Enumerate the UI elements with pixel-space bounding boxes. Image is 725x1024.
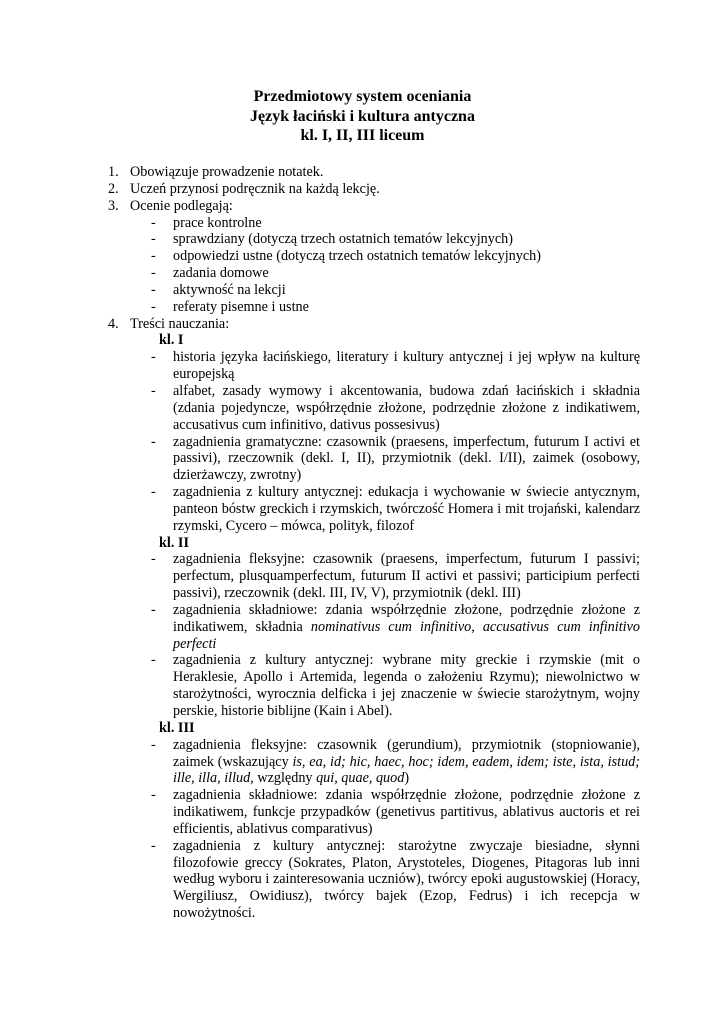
topic-text: zagadnienia składniowe: zdania współrzędnie złożone, podrzędnie złożone z indikatiwem, funkcje przypadków (genetivus partitivus, ablativus auctoris et rei efficientis, ablativus comparativus): [173, 787, 640, 837]
topic-text-part: , względny: [250, 770, 317, 787]
assessed-text: referaty pisemne i ustne: [173, 298, 309, 315]
topic-text-part: ,: [471, 618, 483, 635]
topic-text-part: zagadnienia składniowe: zdania współrzędnie złożone, podrzędnie złożone z indikatiwem, składnia: [173, 601, 640, 635]
item-number: 1.: [108, 164, 119, 180]
assessed-item: [108, 265, 640, 282]
class-heading-2: kl. II: [159, 534, 189, 551]
list-item-2: [108, 181, 640, 198]
numbered-list: [108, 164, 640, 922]
bullet-dash: -: [151, 214, 156, 231]
topic-item: [108, 484, 640, 535]
topic-item: [108, 349, 640, 383]
assessed-item: [108, 248, 640, 265]
bullet-dash: -: [151, 736, 156, 753]
assessed-item: [108, 231, 640, 248]
item-text: Uczeń przynosi podręcznik na każdą lekcję.: [130, 180, 380, 197]
bullet-dash: -: [151, 837, 156, 854]
topic-item: [108, 652, 640, 719]
bullet-dash: -: [151, 601, 156, 618]
bullet-dash: -: [151, 349, 156, 366]
topic-item: [108, 434, 640, 485]
topic-text: zagadnienia gramatyczne: czasownik (praesens, imperfectum, futurum I activi et passivi), rzeczownik (dekl. I, II), przymiotnik (dekl. I/II), zaimek (osobowy, dzierżawczy, zwrotny): [173, 433, 640, 484]
bullet-dash: -: [151, 652, 156, 669]
title-line-1: Przedmiotowy system oceniania: [253, 88, 472, 105]
item-text: Ocenie podlegają:: [130, 197, 233, 214]
topic-text: historia języka łacińskiego, literatury i kultury antycznej i jej wpływ na kulturę europejską: [173, 349, 640, 383]
assessed-item: [108, 299, 640, 316]
bullet-dash: -: [151, 281, 156, 298]
class-heading-3: kl. III: [159, 719, 195, 736]
topic-item: [108, 383, 640, 434]
bullet-dash: -: [151, 484, 156, 501]
document-title-block: [0, 87, 725, 146]
topic-italic-term: qui, quae, quod: [316, 770, 405, 787]
item-text: Obowiązuje prowadzenie notatek.: [130, 164, 324, 180]
topic-text: zagadnienia z kultury antycznej: wybrane mity greckie i rzymskie (mit o Heraklesie, Apollo i Artemida, legenda o założeniu Rzymu); niewolnictwo w starożytności, wyrocznia delficka i jej znaczenie w świecie starożytnym, wojny perskie, historie biblijne (Kain i Abel).: [173, 652, 640, 719]
topic-italic-term: accusativus cum infinitivo perfecti: [173, 618, 640, 652]
list-item-1: [108, 164, 640, 181]
assessed-text: aktywność na lekcji: [173, 281, 286, 298]
topic-text-part: zagadnienia fleksyjne: czasownik (gerundium), przymiotnik (stopniowanie), zaimek (wskazujący: [173, 736, 640, 770]
topic-item: [108, 787, 640, 838]
bullet-dash: -: [151, 382, 156, 399]
assessed-text: zadania domowe: [173, 265, 269, 282]
topic-text: zagadnienia fleksyjne: czasownik (praesens, imperfectum, futurum I passivi; perfectum, plusquamperfectum, futurum II activi et passivi; participium perfecti passivi), rzeczownik (dekl. III, IV, V), przymiotnik (dekl. III): [173, 551, 640, 602]
assessed-text: odpowiedzi ustne (dotyczą trzech ostatnich tematów lekcyjnych): [173, 248, 541, 265]
bullet-dash: -: [151, 231, 156, 248]
topic-text-part: ): [404, 770, 410, 787]
title-line-2: Język łaciński i kultura antyczna: [250, 107, 475, 125]
assessed-item: [108, 215, 640, 232]
bullet-dash: -: [151, 298, 156, 315]
topic-italic-term: is, ea, id; hic, haec, hoc; idem, eadem, idem; iste, ista, istud; ille, illa, illud: [173, 753, 640, 787]
topic-item: [108, 602, 640, 653]
assessed-item: [108, 282, 640, 299]
bullet-dash: -: [151, 551, 156, 568]
bullet-dash: -: [151, 265, 156, 282]
class-heading-1: kl. I: [159, 332, 184, 349]
topic-italic-term: nominativus cum infinitivo: [310, 618, 472, 635]
assessed-text: prace kontrolne: [173, 214, 262, 231]
topic-text: zagadnienia z kultury antycznej: starożytne zwyczaje biesiadne, słynni filozofowie greccy (Sokrates, Platon, Arystoteles, Diogenes, Pitagoras lub inni według wyboru i zainteresowania uczniów), twórcy epoki augustowskiej (Horacy, Wergiliusz, Owidiusz), twórcy bajek (Ezop, Fedrus) i ich recepcja w nowożytności.: [173, 837, 640, 922]
topic-item: [108, 838, 640, 922]
bullet-dash: -: [151, 248, 156, 265]
topic-text: alfabet, zasady wymowy i akcentowania, budowa zdań łacińskich i składnia (zdania pojedyncze, współrzędnie złożone, podrzędnie złożone z indikatiwem, accusativus cum infinitivo, dativus possesivus): [173, 382, 640, 433]
topic-item: [108, 737, 640, 788]
bullet-dash: -: [151, 787, 156, 804]
bullet-dash: -: [151, 433, 156, 450]
topic-text: zagadnienia z kultury antycznej: edukacja i wychowanie w świecie antycznym, panteon bóstw greckich i rzymskich, twórczość Homera i mit trojański, kalendarz rzymski, Cycero – mówca, polityk, filozof: [173, 484, 640, 534]
list-item-4: [108, 316, 640, 333]
list-item-3: [108, 198, 640, 215]
item-number: 3.: [108, 197, 119, 214]
item-number: 2.: [108, 180, 119, 197]
title-line-3: kl. I, II, III liceum: [300, 127, 425, 144]
item-number: 4.: [108, 315, 119, 332]
assessed-text: sprawdziany (dotyczą trzech ostatnich tematów lekcyjnych): [173, 231, 513, 248]
topic-item: [108, 551, 640, 602]
item-text: Treści nauczania:: [130, 315, 230, 332]
